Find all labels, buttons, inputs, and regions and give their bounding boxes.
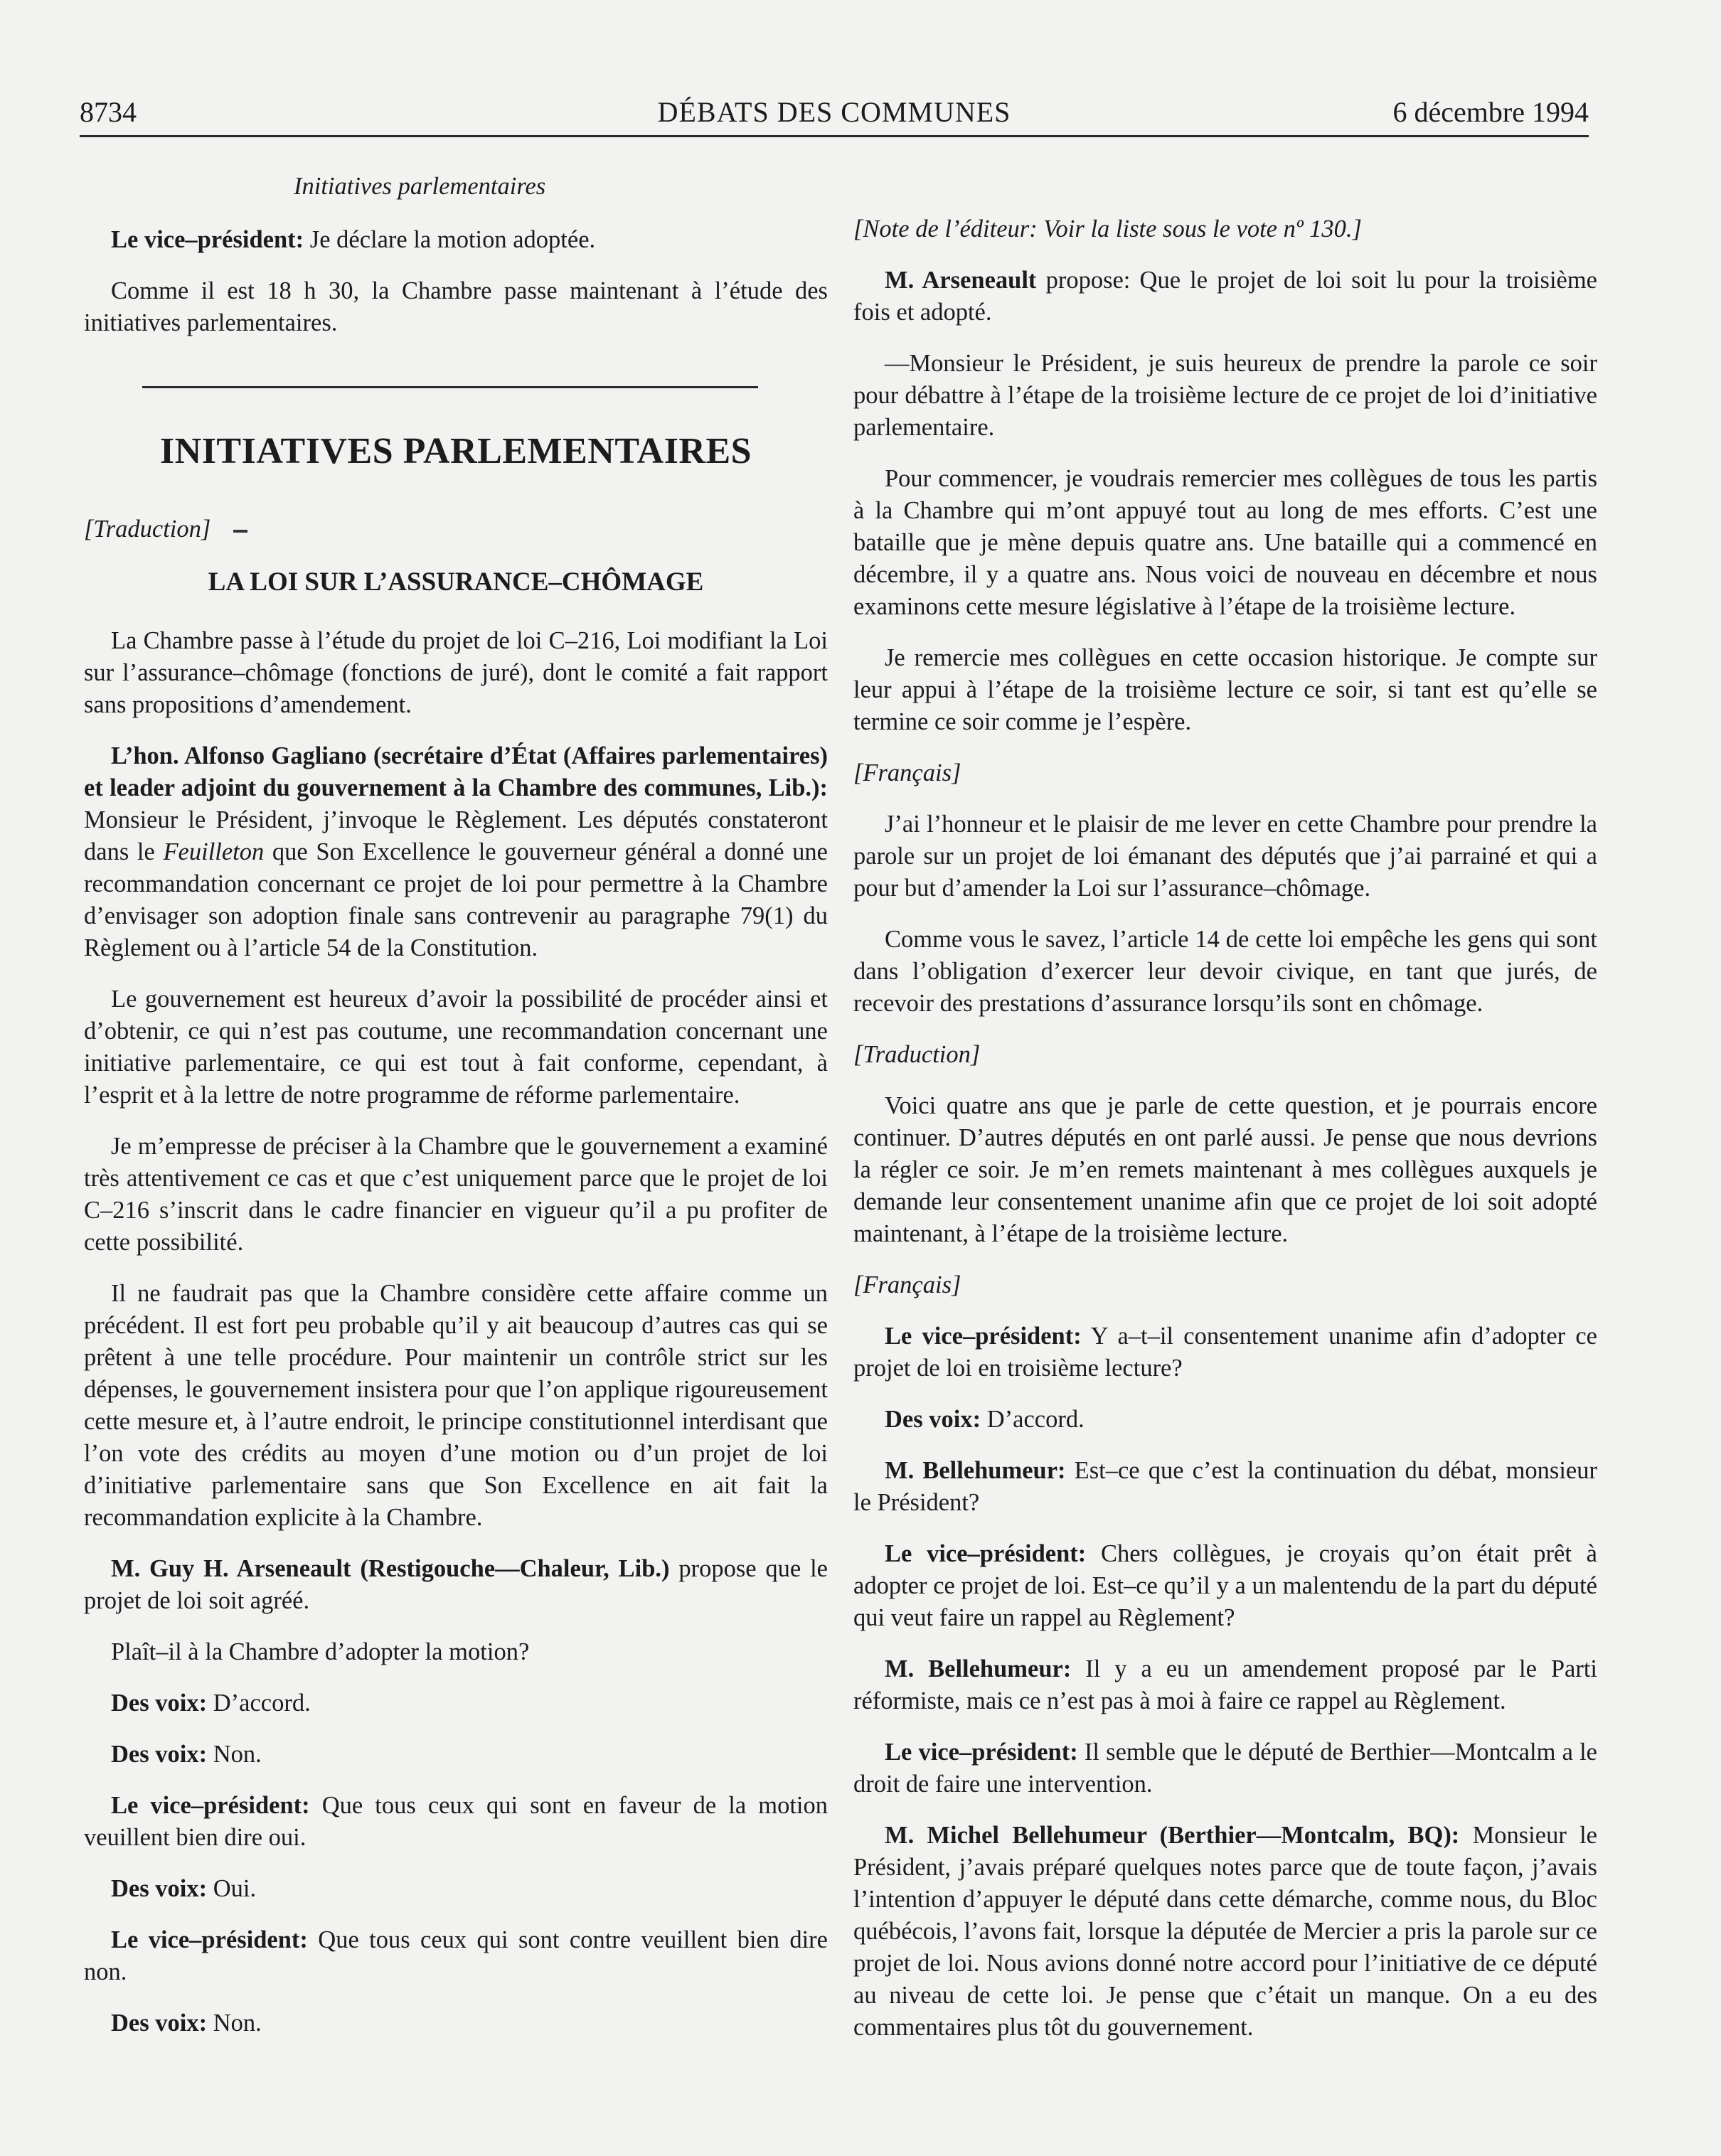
speech-text: Monsieur le Président, j’invoque le Règlement. Les députés constateront dans le (84, 806, 828, 865)
paragraph (84, 1687, 828, 1719)
speech-text: Que tous ceux qui sont contre veuillent bien dire non. (84, 1926, 828, 1985)
speech-text: Il y a eu un amendement proposé par le Parti réformiste, mais ce n’est pas à moi à faire ce rappel au Règlement. (853, 1655, 1597, 1714)
speaker-name: M. Michel Bellehumeur (Berthier—Montcalm, BQ): (885, 1822, 1460, 1849)
language-tag: [Traduction] (853, 1041, 981, 1068)
page-header (80, 91, 1589, 137)
paragraph (853, 265, 1597, 329)
paragraph: Le gouvernement est heureux d’avoir la possibilité de procéder ainsi et d’obtenir, ce qui n’est pas coutume, une recommandation concernant une initiative parlementaire, ce qui est tout à fait conforme, cependant, à l’esprit et à la lettre de notre programme de réforme parlementaire. (84, 986, 828, 1109)
section-heading: INITIATIVES PARLEMENTAIRES (159, 431, 752, 471)
speech-text: Chers collègues, je croyais qu’on était prêt à adopter ce projet de loi. Est–ce qu’il y a un malentendu de la part du député qui veut faire un rappel au Règlement? (853, 1540, 1597, 1631)
speech-text: Oui. (207, 1875, 257, 1902)
speaker-name: M. Bellehumeur: (885, 1655, 1072, 1682)
speaker-name: Le vice–président: (885, 1739, 1078, 1766)
paragraph: J’ai l’honneur et le plaisir de me lever en cette Chambre pour prendre la parole sur un projet de loi émanant des députés que j’ai parrainé et qui a pour but d’amender la Loi sur l’assurance–chômage. (853, 811, 1597, 902)
speaker-name: Le vice–président: (111, 1792, 310, 1819)
speaker-name: M. Bellehumeur: (885, 1457, 1066, 1484)
paragraph (853, 1404, 1597, 1436)
paragraph (853, 1320, 1597, 1384)
speaker-name: Le vice–président: (111, 226, 304, 253)
paragraph (853, 1820, 1597, 2044)
paragraph: Il ne faudrait pas que la Chambre considère cette affaire comme un précédent. Il est fort peu probable qu’il y ait beaucoup d’autres cas qui se prêtent à une telle procédure. Pour maintenir un contrôle strict sur les dépenses, le gouvernement insistera pour que l’on applique rigoureusement cette mesure et, à l’autre endroit, le principe constitutionnel interdisant que l’on vote des crédits au moyen d’une motion ou d’un projet de loi d’initiative parlementaire sans que Son Excellence en ait fait la recommandation explicite à la Chambre. (84, 1280, 828, 1531)
editor-note: [Note de l’éditeur: Voir la liste sous le vote nº 130.] (853, 215, 1362, 242)
section-rubric: Initiatives parlementaires (294, 173, 546, 200)
paragraph (853, 1653, 1597, 1717)
speech-text: propose: Que le projet de loi soit lu pour la troisième fois et adopté. (853, 267, 1597, 326)
paragraph (84, 1739, 828, 1771)
paragraph: Je m’empresse de préciser à la Chambre que le gouvernement a examiné très attentivement ce cas et que c’est uniquement parce que le projet de loi C–216 s’inscrit dans le cadre financier en vigueur qu’il a pu profiter de cette possibilité. (84, 1133, 828, 1256)
paragraph (853, 1455, 1597, 1519)
paragraph: Comme vous le savez, l’article 14 de cette loi empêche les gens qui sont dans l’obligation d’exercer leur devoir civique, en tant que jurés, de recevoir des prestations d’assurance lorsqu’ils sont en chômage. (853, 926, 1597, 1017)
paragraph (84, 1553, 828, 1617)
subsection-heading: LA LOI SUR L’ASSURANCE–CHÔMAGE (208, 567, 704, 597)
speech-text: Que tous ceux qui sont en faveur de la motion veuillent bien dire oui. (84, 1792, 828, 1851)
paragraph (84, 1873, 828, 1905)
publication-title: DÉBATS DES COMMUNES (657, 96, 1011, 128)
paragraph (84, 740, 828, 964)
right-column (853, 213, 1597, 2063)
speech-text: Y a–t–il consentement unanime afin d’adopter ce projet de loi en troisième lecture? (853, 1323, 1597, 1382)
margin-mark (233, 530, 247, 533)
speech-text: que Son Excellence le gouverneur général a donné une recommandation concernant ce projet de loi pour permettre à la Chambre d’envisager son adoption finale sans contrevenir au paragraphe 79(1) du Règlement ou à l’article 54 de la Constitution. (84, 838, 828, 961)
speech-text: Non. (207, 2010, 262, 2037)
language-tag: [Français] (853, 759, 961, 786)
paragraph (853, 1538, 1597, 1634)
left-column (84, 171, 828, 2059)
page-date: 6 décembre 1994 (1392, 96, 1589, 128)
paragraph: Pour commencer, je voudrais remercier mes collègues de tous les partis à la Chambre qui m’ont appuyé tout au long de mes efforts. C’est une bataille que je mène depuis quatre ans. Une bataille qui a commencé en décembre, il y a quatre ans. Nous voici de nouveau en décembre et nous examinons cette mesure législative à l’étape de la troisième lecture. (853, 465, 1597, 620)
paragraph (84, 1790, 828, 1854)
speaker-name: M. Arseneault (885, 267, 1037, 294)
speaker-name: Le vice–président: (885, 1323, 1082, 1350)
speech-text: propose que le projet de loi soit agréé. (84, 1555, 828, 1614)
paragraph: Plaît–il à la Chambre d’adopter la motion? (111, 1638, 530, 1665)
paragraph (853, 1736, 1597, 1800)
speech-text: Non. (207, 1741, 262, 1768)
speaker-name: L’hon. Alfonso Gagliano (secrétaire d’État (Affaires parlementaires) et leader adjoint du gouvernement à la Chambre des communes, Lib.): (84, 742, 828, 801)
speaker-name: M. Guy H. Arseneault (Restigouche—Chaleur, Lib.) (111, 1555, 670, 1582)
section-divider (142, 386, 758, 388)
language-tag (84, 513, 828, 545)
paragraph: Voici quatre ans que je parle de cette question, et je pourrais encore continuer. D’autres députés en ont parlé aussi. Je pense que nous devrions la régler ce soir. Je m’en remets maintenant à mes collègues auxquels je demande leur consentement unanime afin que ce projet de loi soit adopté maintenant, à l’étape de la troisième lecture. (853, 1092, 1597, 1247)
paragraph: Comme il est 18 h 30, la Chambre passe maintenant à l’étude des initiatives parlementaires. (84, 277, 828, 336)
speaker-name: Des voix: (111, 1875, 208, 1902)
speaker-name: Des voix: (885, 1406, 981, 1433)
speech-text: Il semble que le député de Berthier—Montcalm a le droit de faire une intervention. (853, 1739, 1597, 1798)
language-tag: [Français] (853, 1271, 961, 1298)
paragraph (84, 224, 828, 256)
speech-text: Je déclare la motion adoptée. (304, 226, 596, 253)
speech-text: D’accord. (981, 1406, 1085, 1433)
paragraph (84, 2007, 828, 2039)
speaker-name: Le vice–président: (885, 1540, 1087, 1567)
speaker-name: Des voix: (111, 1741, 208, 1768)
paragraph (84, 1924, 828, 1988)
speech-text-italic: Feuilleton (163, 838, 265, 865)
page-number: 8734 (80, 96, 137, 128)
speaker-name: Des voix: (111, 1690, 208, 1717)
paragraph: La Chambre passe à l’étude du projet de loi C–216, Loi modifiant la Loi sur l’assurance–chômage (fonctions de juré), dont le comité a fait rapport sans propositions d’amendement. (84, 627, 828, 718)
speaker-name: Le vice–président: (111, 1926, 308, 1953)
speech-text: Monsieur le Président, j’avais préparé quelques notes parce que de toute façon, j’avais l’intention d’appuyer le député dans cette démarche, comme nous, du Bloc québécois, l’avons fait, lorsque la députée de Mercier a pris la parole sur ce projet de loi. Nous avions donné notre accord pour l’initiative de ce député au niveau de cette loi. Je pense que c’était un manque. On a eu des commentaires plus tôt du gouvernement. (853, 1822, 1597, 2041)
speech-text: D’accord. (207, 1690, 311, 1717)
speech-text: Est–ce que c’est la continuation du débat, monsieur le Président? (853, 1457, 1597, 1516)
language-tag-text: [Traduction] (84, 516, 211, 543)
paragraph: Je remercie mes collègues en cette occasion historique. Je compte sur leur appui à l’étape de la troisième lecture ce soir, si tant est qu’elle se termine ce soir comme je l’espère. (853, 644, 1597, 735)
paragraph: —Monsieur le Président, je suis heureux de prendre la parole ce soir pour débattre à l’étape de la troisième lecture de ce projet de loi d’initiative parlementaire. (853, 350, 1597, 441)
speaker-name: Des voix: (111, 2010, 208, 2037)
